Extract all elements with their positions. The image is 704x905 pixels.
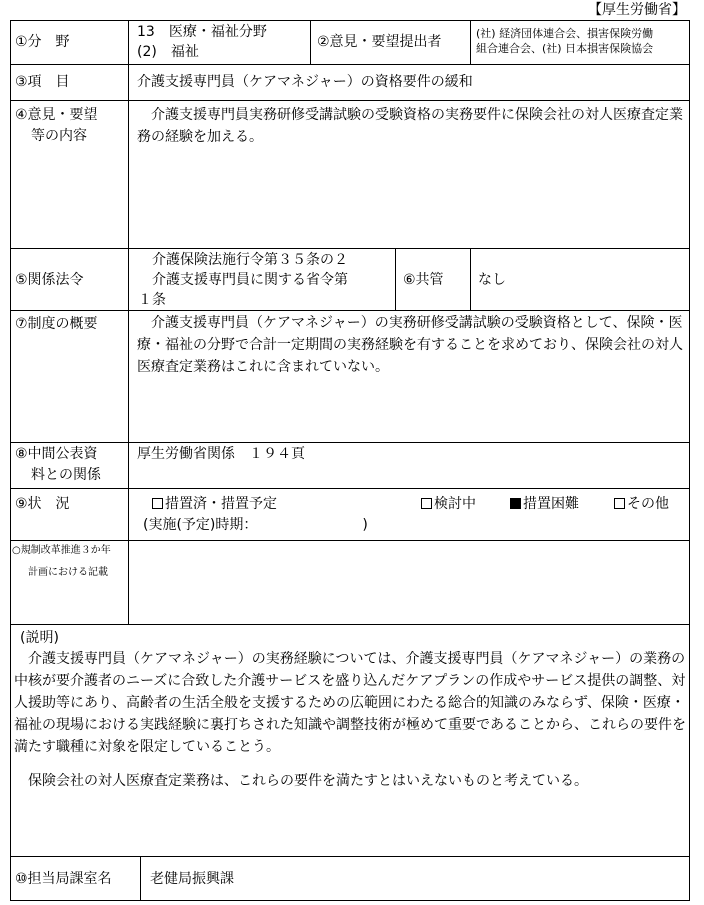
interim-label-line1: ⑧中間公表資 bbox=[15, 446, 98, 462]
joint-label: ⑥共管 bbox=[403, 272, 444, 288]
interim-value: 厚生労働省関係 １９４頁 bbox=[137, 446, 305, 462]
laws-line1: 介護保険法施行令第３５条の２ bbox=[152, 252, 348, 268]
field-value-line1: 13 医療・福祉分野 bbox=[137, 24, 267, 40]
field-value-line2: (2) 福祉 bbox=[137, 44, 199, 60]
divider bbox=[10, 310, 690, 311]
explanation-heading: (説明) bbox=[20, 630, 59, 646]
status-label: ⑨状 況 bbox=[15, 496, 70, 512]
status-option-difficult[interactable]: 措置困難 bbox=[510, 494, 579, 514]
system-text: 介護支援専門員（ケアマネジャー）の実務研修受講試験の受験資格として、保険・医療・福祉の分野で合計一定期間の実務経験を有することを求めており、保険会社の対人医療査定業務はこれに含まれていない。 bbox=[137, 315, 683, 375]
plan-label-line2: 計画における記載 bbox=[28, 567, 108, 578]
divider bbox=[470, 20, 471, 64]
field-label: ①分 野 bbox=[15, 34, 70, 50]
form-table bbox=[10, 20, 690, 901]
opinion-text: 介護支援専門員実務研修受講試験の受験資格の実務要件に保険会社の対人医療査定業務の経験を加える。 bbox=[137, 107, 683, 145]
laws-line2: 介護支援専門員に関する省令第 bbox=[152, 272, 348, 288]
divider bbox=[10, 488, 690, 489]
laws-label: ⑤関係法令 bbox=[15, 272, 84, 288]
system-label: ⑦制度の概要 bbox=[15, 316, 98, 332]
divider bbox=[10, 248, 690, 249]
item-value: 介護支援専門員（ケアマネジャー）の資格要件の緩和 bbox=[137, 74, 473, 90]
divider bbox=[10, 856, 690, 857]
divider bbox=[10, 100, 690, 101]
checkbox-icon bbox=[614, 498, 625, 509]
divider bbox=[140, 856, 141, 901]
status-option-other[interactable]: その他 bbox=[614, 494, 669, 514]
submitter-label: ②意見・要望提出者 bbox=[317, 34, 442, 50]
status-option-considering[interactable]: 検討中 bbox=[421, 494, 476, 514]
divider bbox=[10, 624, 690, 625]
status-schedule: (実施(予定)時期： ) bbox=[143, 517, 368, 533]
status-option-implemented[interactable]: 措置済・措置予定 bbox=[152, 494, 277, 514]
opinion-label-line1: ④意見・要望 bbox=[15, 107, 98, 123]
item-label: ③項 目 bbox=[15, 74, 70, 90]
plan-label-line1: ○規制改革推進３か年 bbox=[12, 545, 111, 556]
submitter-value-line2: 組合連合会、(社) 日本損害保険協会 bbox=[476, 42, 654, 55]
divider bbox=[10, 64, 690, 65]
divider bbox=[10, 540, 690, 541]
divider bbox=[10, 442, 690, 443]
submitter-value-line1: (社) 経済団体連合会、損害保険労働 bbox=[476, 27, 654, 40]
divider bbox=[395, 248, 396, 310]
divider bbox=[310, 20, 311, 64]
divider bbox=[128, 20, 129, 624]
checkbox-checked-icon bbox=[510, 498, 521, 509]
explanation-para1: 介護支援専門員（ケアマネジャー）の実務経験については、介護支援専門員（ケアマネジャー）の業務の中核が要介護者のニーズに合致した介護サービスを盛り込んだケアプランの作成やサービス提供の調整、対人援助等にあり、高齢者の生活全般を支援するための広範囲にわたる総合的知識のみならず、保険・医療・福祉の現場における実践経験に裏打ちされた知識や調整技術が極めて重要であることから、これらの要件を満たす職種に対象を限定していることう。 bbox=[14, 651, 686, 755]
divider bbox=[470, 248, 471, 310]
checkbox-icon bbox=[421, 498, 432, 509]
interim-label-line2: 料との関係 bbox=[31, 467, 101, 483]
explanation-para2: 保険会社の対人医療査定業務は、これらの要件を満たすとはいえないものと考えている。 bbox=[14, 773, 588, 789]
office-label: ⑩担当局課室名 bbox=[15, 871, 112, 887]
laws-line3: １条 bbox=[138, 292, 166, 308]
joint-value: なし bbox=[478, 272, 506, 288]
ministry-header: 【厚生労働省】 bbox=[588, 2, 686, 18]
checkbox-icon bbox=[152, 498, 163, 509]
office-value: 老健局振興課 bbox=[150, 871, 234, 887]
opinion-label-line2: 等の内容 bbox=[31, 128, 87, 144]
